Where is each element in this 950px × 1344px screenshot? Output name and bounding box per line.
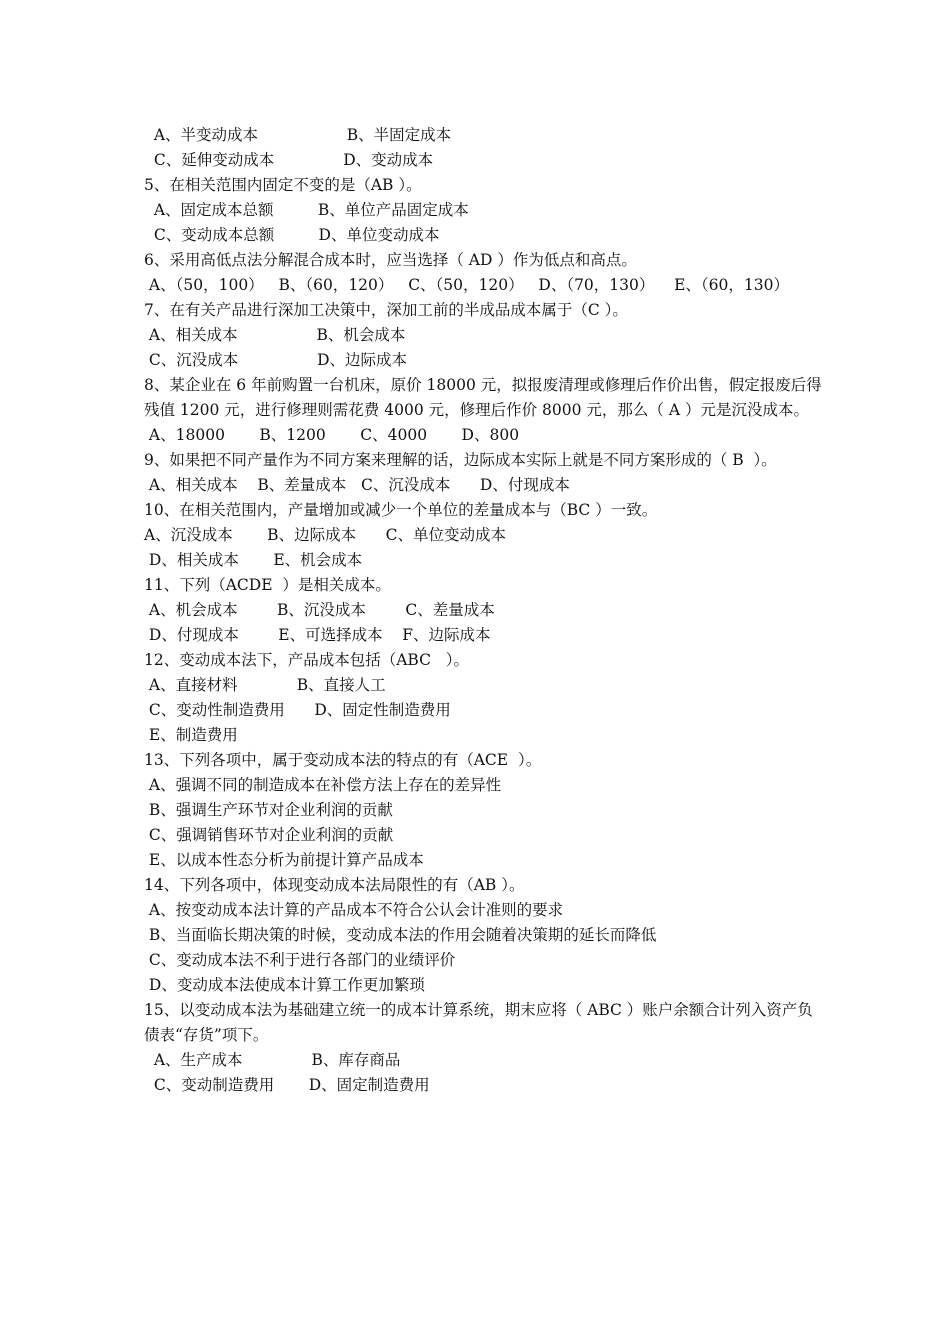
option-line: C、延伸变动成本 D、变动成本: [144, 151, 434, 169]
question-line: 5、在相关范围内固定不变的是（AB ）。: [144, 176, 422, 194]
question-line: 7、在有关产品进行深加工决策中，深加工前的半成品成本属于（C ）。: [144, 301, 628, 319]
question-line: 15、以变动成本法为基础建立统一的成本计算系统，期末应将（ ABC ）账户余额合计列入资产负债表“存货”项下。: [144, 1001, 813, 1044]
option-line: C、变动性制造费用 D、固定性制造费用: [144, 701, 451, 719]
option-line: A、沉没成本 B、边际成本 C、单位变动成本: [144, 526, 506, 544]
option-line: C、变动成本总额 D、单位变动成本: [144, 226, 440, 244]
option-line: A、18000 B、1200 C、4000 D、800: [144, 426, 520, 444]
option-line: D、付现成本 E、可选择成本 F、边际成本: [144, 626, 491, 644]
option-line: C、变动制造费用 D、固定制造费用: [144, 1076, 430, 1094]
question-line: 10、在相关范围内，产量增加或减少一个单位的差量成本与（BC ）一致。: [144, 501, 658, 519]
document-body: [144, 123, 824, 1098]
question-line: 13、下列各项中，属于变动成本法的特点的有（ACE ）。: [144, 751, 542, 769]
option-line: C、沉没成本 D、边际成本: [144, 351, 408, 369]
option-line: E、制造费用: [144, 726, 238, 744]
option-line: A、相关成本 B、差量成本 C、沉没成本 D、付现成本: [144, 476, 570, 494]
question-line: 8、某企业在 6 年前购置一台机床，原价 18000 元，拟报废清理或修理后作价出售，假定报废后得残值 1200 元，进行修理则需花费 4000 元，修理后作价 8000 元，那么（ A ）元是沉没成本。: [144, 376, 822, 419]
question-line: 14、下列各项中，体现变动成本法局限性的有（AB ）。: [144, 876, 525, 894]
option-line: B、强调生产环节对企业利润的贡献: [144, 801, 393, 819]
option-line: A、相关成本 B、机会成本: [144, 326, 406, 344]
option-line: A、直接材料 B、直接人工: [144, 676, 386, 694]
option-line: D、相关成本 E、机会成本: [144, 551, 363, 569]
option-line: A、生产成本 B、库存商品: [144, 1051, 401, 1069]
option-line: A、按变动成本法计算的产品成本不符合公认会计准则的要求: [144, 901, 564, 919]
question-line: 9、如果把不同产量作为不同方案来理解的话，边际成本实际上就是不同方案形成的（ B ）。: [144, 451, 777, 469]
option-line: A、（50，100） B、（60，120） C、（50，120） D、（70，130） E、（60，130）: [144, 276, 789, 294]
option-line: B、当面临长期决策的时候，变动成本法的作用会随着决策期的延长而降低: [144, 926, 657, 944]
option-line: E、以成本性态分析为前提计算产品成本: [144, 851, 424, 869]
option-line: A、强调不同的制造成本在补偿方法上存在的差异性: [144, 776, 502, 794]
option-line: A、半变动成本 B、半固定成本: [144, 126, 452, 144]
question-line: 12、变动成本法下，产品成本包括（ABC ）。: [144, 651, 469, 669]
option-line: C、变动成本法不利于进行各部门的业绩评价: [144, 951, 456, 969]
question-line: 11、下列（ACDE ）是相关成本。: [144, 576, 391, 594]
option-line: D、变动成本法使成本计算工作更加繁琐: [144, 976, 425, 994]
option-line: C、强调销售环节对企业利润的贡献: [144, 826, 394, 844]
question-line: 6、采用高低点法分解混合成本时，应当选择（ AD ）作为低点和高点。: [144, 251, 637, 269]
option-line: A、固定成本总额 B、单位产品固定成本: [144, 201, 469, 219]
option-line: A、机会成本 B、沉没成本 C、差量成本: [144, 601, 495, 619]
